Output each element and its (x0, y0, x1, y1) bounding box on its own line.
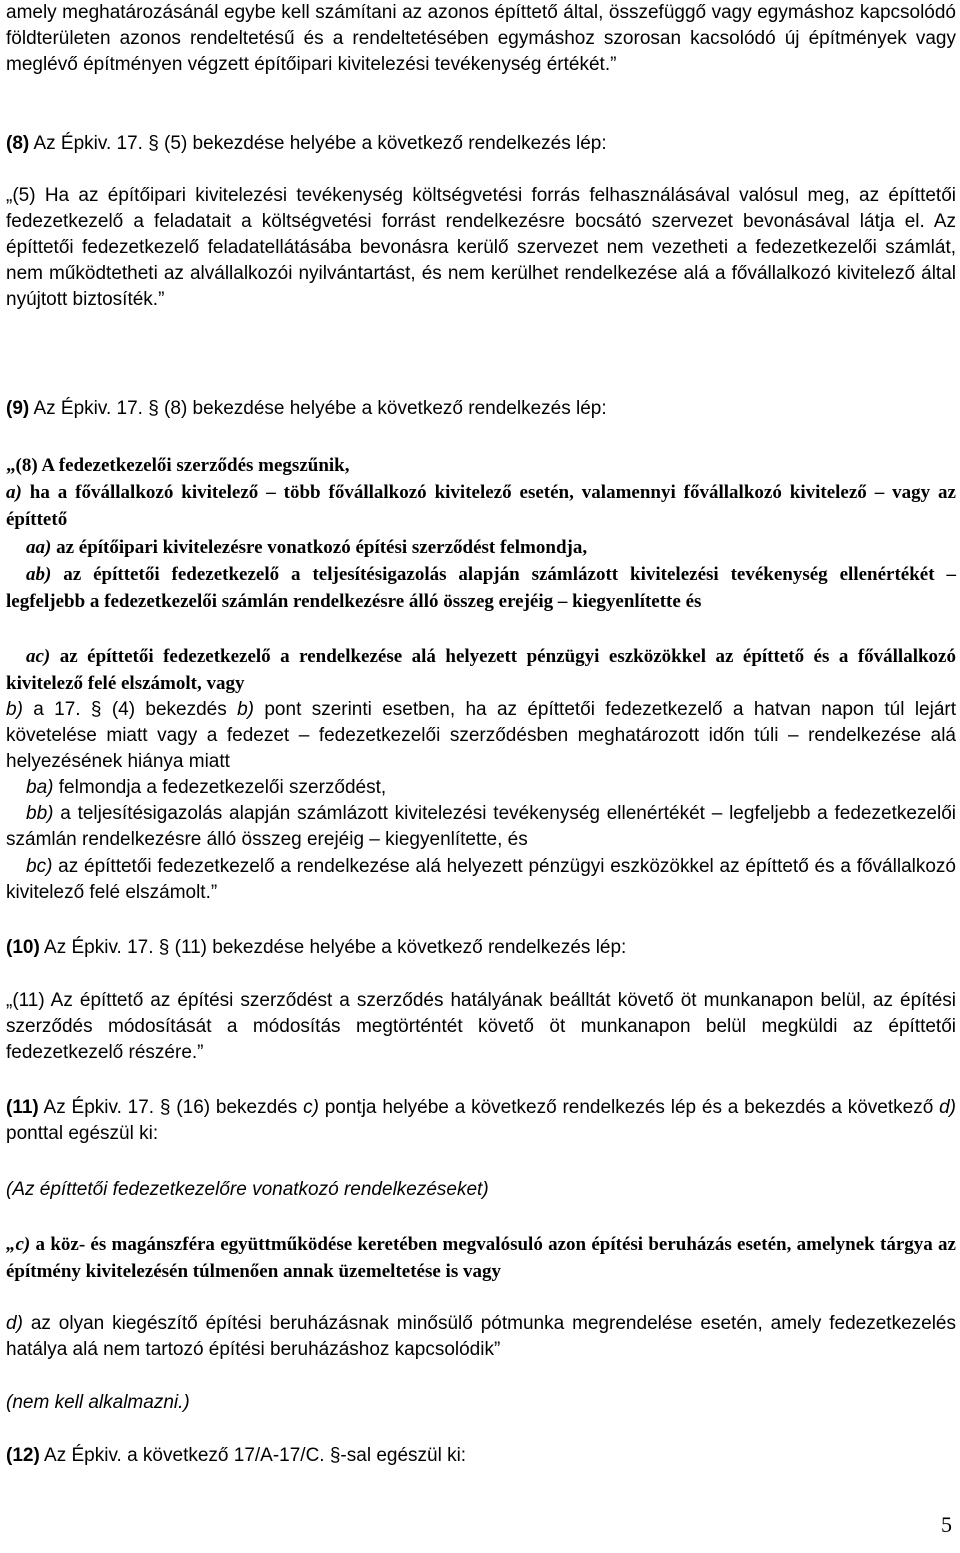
section-11-paren-text: (Az építtetői fedezetkezelőre vonatkozó rendelkezéseket) (6, 1179, 489, 1200)
section-8-body (6, 183, 956, 313)
section-8-label: (8) (6, 133, 30, 154)
point-bb-mark: bb) (26, 803, 54, 824)
point-b-text-2: pont szerinti esetben, ha az építtetői fedezetkezelő a hatvan napon túl lejárt követelése miatt vagy a fedezet – fedezetkezelői szerződésben meghatározott időn túli – rendelkezése alá helyezésének hiánya miatt (6, 699, 956, 772)
intro-text: amely meghatározásánál egybe kell számítani az azonos építtető által, összefüggő vagy egymáshoz kapcsolódó földterületen azonos rendeltetésű és a rendeltetésében egymáshoz szorosan kacsolódó új építmények vagy meglévő építményen végzett építőipari kivitelezési tevékenység értékét.” (6, 2, 956, 75)
section-8-body-b: Az építtetői fedezetkezelő feladatellátásába bevonásra kerülő szervezet nem vezetheti a fedezetkezelői számlát, nem működtetheti az alvállalkozói nyilvántartást, és nem kerülhet rendelkezése alá a fővállalkozó kivitelező által nyújtott biztosíték.” (6, 211, 956, 310)
section-9-title-text: „(8) A fedezetkezelői szerződés megszűnik, (6, 455, 350, 476)
intro-paragraph (6, 0, 956, 78)
point-b-ref: b) (237, 699, 255, 720)
section-9-text: Az Épkiv. 17. § (8) bekezdése helyébe a következő rendelkezés lép: (29, 398, 607, 419)
document-page (6, 0, 956, 1553)
section-11-heading (6, 1095, 956, 1147)
section-11-note-text: (nem kell alkalmazni.) (6, 1392, 190, 1413)
section-9-point-aa (6, 534, 956, 561)
section-8-text: Az Épkiv. 17. § (5) bekezdése helyébe a következő rendelkezés lép: (29, 133, 607, 154)
section-9-label: (9) (6, 398, 30, 419)
section-10-body-text: „(11) Az építtető az építési szerződést a szerződés hatályának beálltát követő öt munkanapon belül, az építési szerződés módosítását a módosítás megtörténtét követő öt munkanapon belül megküldi az építtetői fedezetkezelő részére.” (6, 990, 956, 1063)
point-c-mark: „c) (6, 1234, 31, 1255)
section-12-label: (12) (6, 1445, 40, 1466)
point-a-mark: a) (6, 482, 22, 503)
section-8-heading (6, 131, 956, 157)
section-12-text: Az Épkiv. a következő 17/A-17/C. §-sal egészül ki: (39, 1445, 467, 1466)
section-9-point-b (6, 697, 956, 775)
section-11-point-c (6, 1231, 956, 1285)
point-ab-mark: ab) (26, 564, 52, 585)
section-10-heading (6, 935, 956, 961)
section-9-point-a (6, 479, 956, 533)
section-9-point-ab (6, 561, 956, 615)
section-11-ref-d: d) (939, 1097, 957, 1118)
section-9-point-bb (6, 801, 956, 853)
point-d-text: az olyan kiegészítő építési beruházásnak minősülő pótmunka megrendelése esetén, amely fedezetkezelés hatálya alá nem tartozó építési beruházáshoz kapcsolódik” (6, 1313, 956, 1360)
section-11-text-2: pontja helyébe a következő rendelkezés lép és a bekezdés a következő (318, 1097, 940, 1118)
section-10-body (6, 988, 956, 1066)
point-b-mark: b) (6, 699, 23, 720)
point-d-mark: d) (6, 1313, 23, 1334)
point-ac-text: az építtetői fedezetkezelő a rendelkezése alá helyezett pénzügyi eszközökkel az építtető és a fővállalkozó kivitelező felé elszámolt, vagy (6, 646, 956, 694)
point-aa-mark: aa) (26, 537, 52, 558)
section-8-body-a: „(5) Ha az építőipari kivitelezési tevékenység költségvetési forrás felhasználásával valósul meg, az építtetői fedezetkezelő a feladatait a költségvetési forrást rendelkezésre bocsátó szervezet bevonásával látja el. (6, 185, 956, 232)
point-ab-text: az építtetői fedezetkezelő a teljesítésigazolás alapján számlázott kivitelezési tevékenység ellenértékét – legfeljebb a fedezetkezelői számlán rendelkezésre álló összeg erejéig – kiegyenlítette és (6, 564, 956, 612)
page-number: 5 (941, 1512, 952, 1537)
section-12-heading (6, 1443, 956, 1469)
section-10-label: (10) (6, 937, 40, 958)
section-11-note (6, 1390, 956, 1416)
point-bc-mark: bc) (26, 856, 53, 877)
section-11-text-1: Az Épkiv. 17. § (16) bekezdés (38, 1097, 304, 1118)
point-ba-text: felmondja a fedezetkezelői szerződést, (53, 777, 387, 798)
section-11-parenthetical (6, 1177, 956, 1203)
point-bb-text: a teljesítésigazolás alapján számlázott kivitelezési tevékenység ellenértékét – legfeljebb a fedezetkezelői számlán rendelkezésre álló összeg erejéig – kiegyenlítette, és (6, 803, 956, 850)
section-9-point-ac (6, 643, 956, 697)
section-9-title (6, 452, 956, 479)
section-11-point-d (6, 1311, 956, 1363)
section-11-text-3: ponttal egészül ki: (6, 1123, 159, 1144)
point-bc-text: az építtetői fedezetkezelő a rendelkezése alá helyezett pénzügyi eszközökkel az építtető és a fővállalkozó kivitelező felé elszámolt.” (6, 856, 956, 903)
point-b-text-1: a 17. § (4) bekezdés (22, 699, 238, 720)
section-11-ref-c: c) (303, 1097, 319, 1118)
point-c-text: a köz- és magánszféra együttműködése keretében megvalósuló azon építési beruházás esetén, amelynek tárgya az építmény kivitelezésén túlmenően annak üzemeltetése is vagy (6, 1234, 956, 1282)
section-10-text: Az Épkiv. 17. § (11) bekezdése helyébe a következő rendelkezés lép: (39, 937, 627, 958)
section-9-point-ba (6, 775, 956, 801)
section-9-heading (6, 396, 956, 422)
point-ac-mark: ac) (26, 646, 51, 667)
section-11-label: (11) (6, 1097, 39, 1118)
section-9-point-bc (6, 854, 956, 906)
point-a-text: ha a fővállalkozó kivitelező – több fővállalkozó kivitelező esetén, valamennyi fővállalkozó kivitelező – vagy az építtető (6, 482, 956, 530)
point-aa-text: az építőipari kivitelezésre vonatkozó építési szerződést felmondja, (51, 537, 588, 558)
point-ba-mark: ba) (26, 777, 54, 798)
